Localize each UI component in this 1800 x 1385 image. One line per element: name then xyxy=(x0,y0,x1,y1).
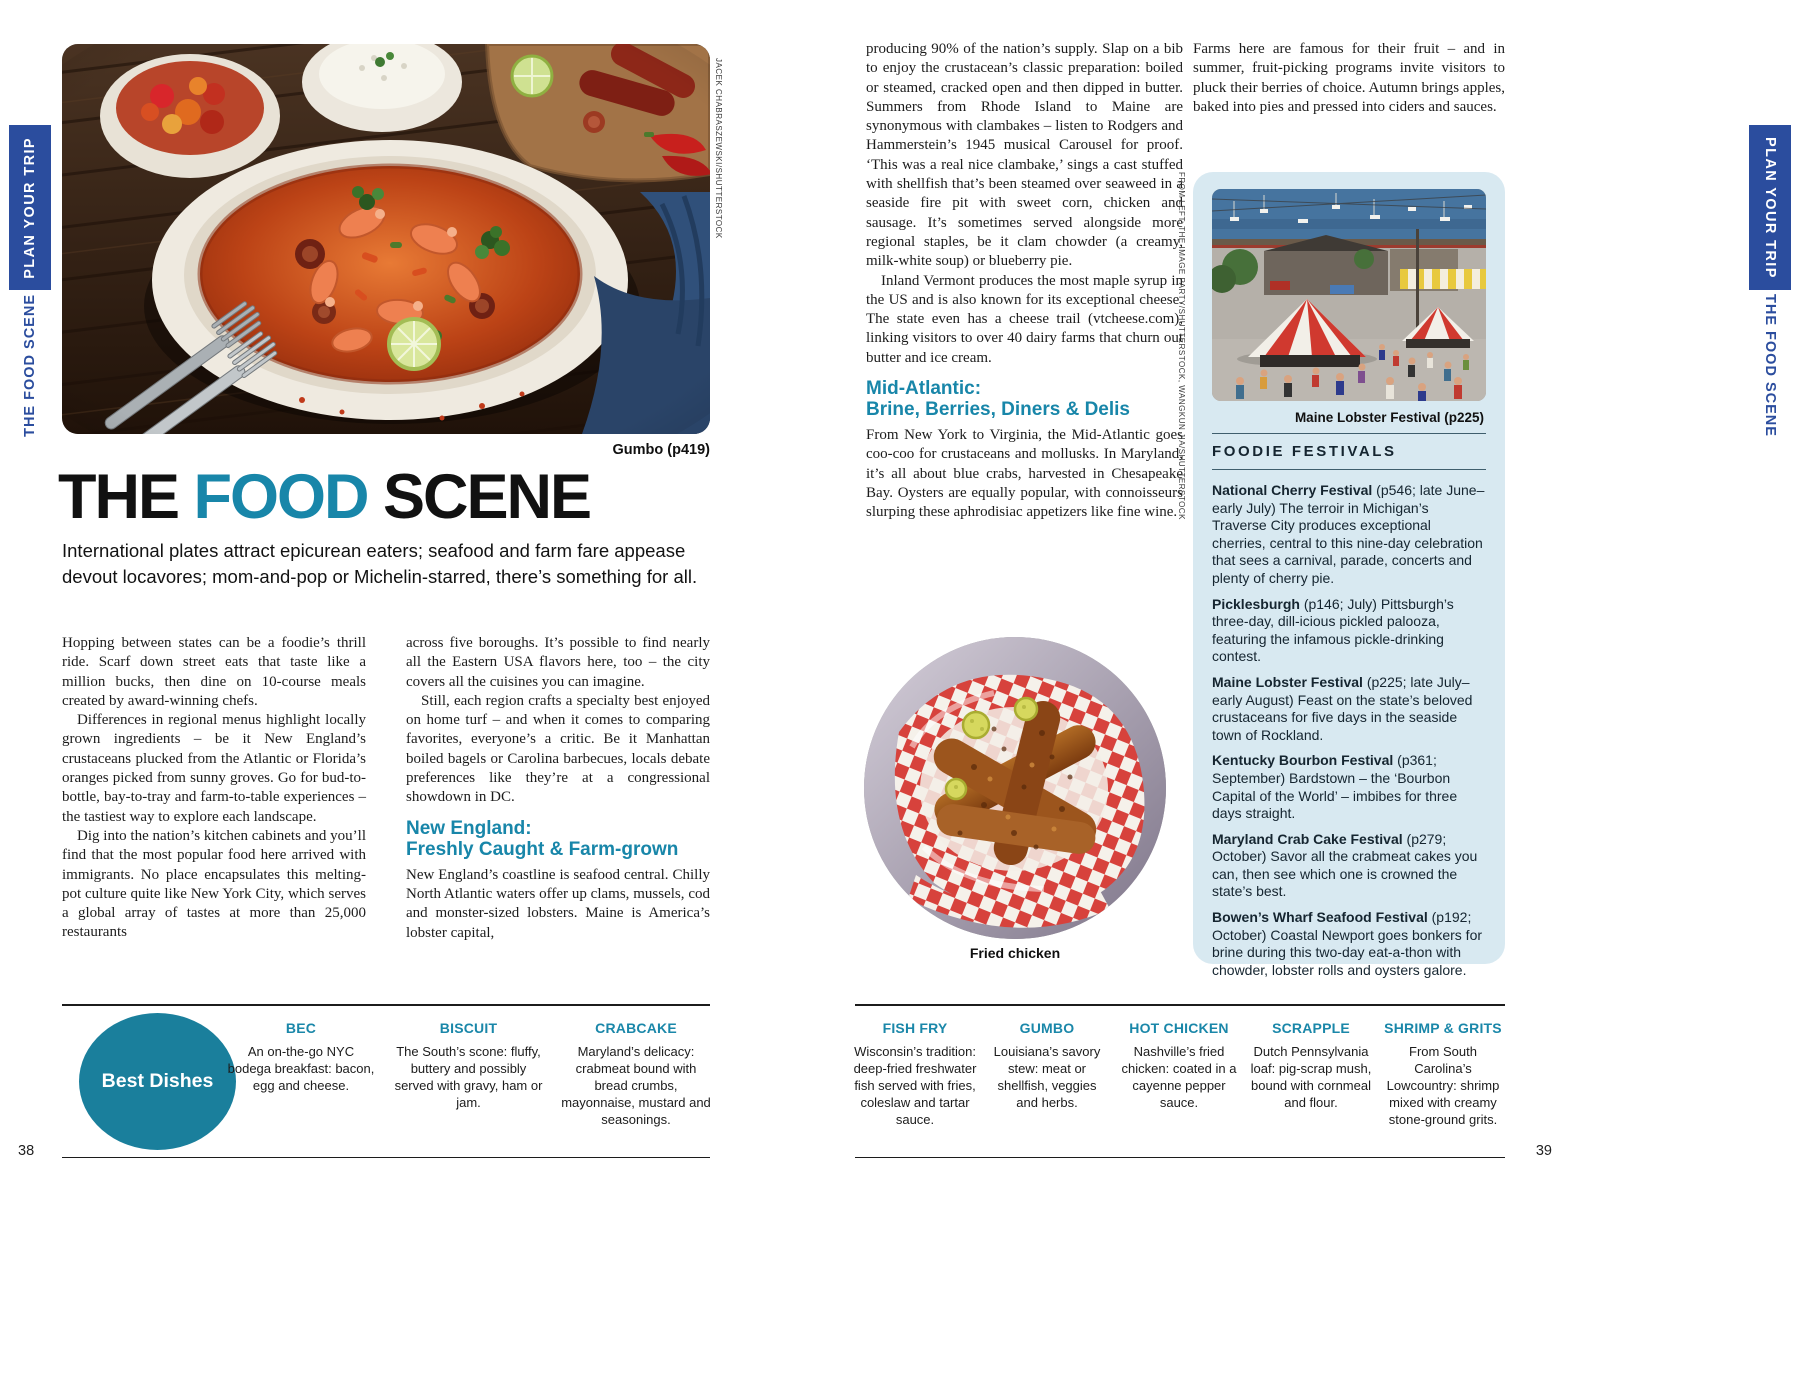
festival-item: Maine Lobster Festival (p225; late July–early August) Feast on the state’s beloved crustaceans for five days in the seaside town of Rockland. xyxy=(1212,673,1473,743)
festival-item: Kentucky Bourbon Festival (p361; September) Bardstown – the ‘Bourbon Capital of the World’ – imbibes for three days straight. xyxy=(1212,752,1458,822)
section-heading-new-england: New England: Freshly Caught & Farm-grown xyxy=(406,817,679,860)
spine-chapter-label: THE FOOD SCENE xyxy=(1762,294,1778,437)
dish-description: Dutch Pennsylvania loaf: pig-scrap mush, bound with cornmeal and flour. xyxy=(1250,1044,1372,1110)
dish-description: Nashville’s fried chicken: coated in a cayenne pepper sauce. xyxy=(1121,1044,1237,1110)
spine-chapter-label: THE FOOD SCENE xyxy=(22,294,38,437)
fried-chicken-photo xyxy=(864,637,1166,939)
dish-item xyxy=(985,1020,1109,1128)
photo-credit-right: FROM LEFT: THE IMAGE PARTY/SHUTTERSTOCK, WANGKUN JIA/SHUTTERSTOCK xyxy=(1177,172,1186,520)
festivals-title: FOODIE FESTIVALS xyxy=(1212,443,1397,460)
dish-description: Wisconsin’s tradition: deep-fried freshwater fish served with fries, coleslaw and tartar sauce. xyxy=(853,1044,977,1127)
gumbo-caption: Gumbo (p419) xyxy=(612,442,710,458)
body-paragraph: across five boroughs. It’s possible to find nearly all the Eastern USA flavors here, too – the city covers all the cuisines you can imagine. xyxy=(406,635,710,690)
lobster-festival-photo xyxy=(1212,189,1486,401)
best-dishes-label: Best Dishes xyxy=(101,1070,214,1092)
dish-description: Louisiana’s savory stew: meat or shellfish, veggies and herbs. xyxy=(993,1044,1101,1110)
best-dishes-right-row xyxy=(853,1020,1505,1128)
spine-chapter-right xyxy=(1749,294,1791,439)
dish-name: HOT CHICKEN xyxy=(1129,1020,1229,1036)
divider xyxy=(62,1004,710,1006)
body-paragraph: producing 90% of the nation’s supply. Slap on a bib to enjoy the crustacean’s classic preparation: boiled or steamed, cracked open and then dipped in butter. Summers from Rhode Island to Maine are synonymous with clambakes – listen to Rodgers and Hammerstein’s 1945 musical Carousel for proof. ‘This was a real nice clambake,’ sings a cast stuffed with shellfish that’s been steamed over seaweed in a seaside fire pit with sweet corn, chicken and sausage. It’s sometimes served alongside more regional staples, be it clam chowder (a creamy, milk-white soup) or blueberry pie. xyxy=(866,41,1183,270)
festival-item: Maryland Crab Cake Festival (p279; October) Savor all the crabmeat cakes you can, then see which one is crowned the state’s best. xyxy=(1212,830,1478,900)
best-dishes-left-row xyxy=(225,1020,712,1128)
body-paragraph: New England’s coastline is seafood central. Chilly North Atlantic waters offer up clams, mussels, cod and monster-sized lobsters. Maine is America’s lobster capital, xyxy=(406,866,710,941)
gumbo-photo xyxy=(62,44,710,434)
divider xyxy=(855,1004,1505,1006)
dish-item xyxy=(560,1020,712,1128)
title-accent-word: FOOD xyxy=(193,462,368,532)
spine-section-label: PLAN YOUR TRIP xyxy=(22,136,38,279)
page-title: THE FOOD SCENE xyxy=(58,462,591,532)
divider xyxy=(62,1157,710,1158)
body-paragraph: Farms here are famous for their fruit – and in summer, fruit-picking programs invite visitors to pluck their berries of choice. Autumn brings apples, baked into pies and pressed into ciders and sauces. xyxy=(1193,41,1505,115)
dish-item xyxy=(1381,1020,1505,1128)
dish-name: SHRIMP & GRITS xyxy=(1384,1020,1502,1036)
dish-name: CRABCAKE xyxy=(595,1020,677,1036)
dish-name: GUMBO xyxy=(1019,1020,1075,1036)
body-paragraph: Differences in regional menus highlight locally grown ingredients – be it New England’s crustaceans plucked from the Atlantic or Florida’s oranges picked from sunny groves. Go for bud-to-bottle, bay-to-tray and farm-to-table experiences – the tastiest way to explore each landscape. xyxy=(62,712,366,825)
lobster-festival-caption: Maine Lobster Festival (p225) xyxy=(1294,410,1484,425)
dish-item xyxy=(1249,1020,1373,1128)
fried-chicken-caption: Fried chicken xyxy=(969,945,1061,961)
festival-name: National Cherry Festival xyxy=(1212,482,1373,498)
festival-name: Bowen’s Wharf Seafood Festival xyxy=(1212,909,1428,926)
festival-item: Bowen’s Wharf Seafood Festival (p192; October) Coastal Newport goes bonkers for brine during this two-day eat-a-thon with chowder, lobster rolls and oysters galore. xyxy=(1212,909,1483,978)
spine-section-tab-left xyxy=(9,125,51,290)
dish-name: FISH FRY xyxy=(882,1020,948,1036)
body-column-2 xyxy=(406,634,710,943)
festival-name: Maine Lobster Festival xyxy=(1212,673,1363,690)
body-column-3 xyxy=(866,40,1183,523)
divider xyxy=(855,1157,1505,1158)
spine-section-label: PLAN YOUR TRIP xyxy=(1762,136,1778,279)
dish-name: SCRAPPLE xyxy=(1272,1020,1350,1036)
divider xyxy=(1212,433,1486,434)
festival-name: Maryland Crab Cake Festival xyxy=(1212,830,1403,847)
dish-item xyxy=(853,1020,977,1128)
festival-name: Picklesburgh xyxy=(1212,595,1300,612)
body-paragraph: Hopping between states can be a foodie’s thrill ride. Scarf down street eats that taste like a million bucks, then dine on 10-course meals created by award-winning chefs. xyxy=(62,635,366,709)
body-paragraph: From New York to Virginia, the Mid-Atlantic goes coo-coo for crustaceans and mollusks. In Maryland, it’s all about blue crabs, harvested in Chesapeake Bay. Oysters are equally popular, with connoisseurs slurping these aphrodisiac appetizers like fine wine. xyxy=(866,427,1183,521)
photo-credit-left: JACEK CHABRASZEWSKI/SHUTTERSTOCK xyxy=(714,58,723,239)
dish-name: BEC xyxy=(285,1020,317,1036)
dish-name: BISCUIT xyxy=(439,1020,498,1036)
section-heading-mid-atlantic: Mid-Atlantic: Brine, Berries, Diners & Delis xyxy=(866,378,1130,421)
dish-description: An on-the-go NYC bodega breakfast: bacon, egg and cheese. xyxy=(227,1044,375,1093)
dish-description: From South Carolina’s Lowcountry: shrimp mixed with creamy stone-ground grits. xyxy=(1386,1044,1500,1127)
page-number-right: 39 xyxy=(1535,1143,1552,1159)
intro-standfirst: International plates attract epicurean eaters; seafood and farm fare appease devout locavores; mom-and-pop or Michelin-starred, there’s something for all. xyxy=(62,540,698,587)
festival-item: National Cherry Festival (p546; late June–early July) The terroir in Michigan’s Traverse City produces exceptional cherries, central to this nine-day celebration that sees a carnival, parade, concerts and plenty of cherry pie. xyxy=(1212,482,1485,586)
spine-section-tab-right xyxy=(1749,125,1791,290)
festival-name: Kentucky Bourbon Festival xyxy=(1212,752,1394,769)
page-number-left: 38 xyxy=(18,1143,35,1159)
body-column-4 xyxy=(1193,40,1505,117)
dish-description: Maryland’s delicacy: crabmeat bound with bread crumbs, mayonnaise, mustard and seasonings. xyxy=(561,1044,711,1127)
dish-description: The South’s scone: fluffy, buttery and possibly served with gravy, ham or jam. xyxy=(394,1044,543,1110)
body-column-1 xyxy=(62,634,366,943)
divider xyxy=(1212,469,1486,470)
festival-item: Picklesburgh (p146; July) Pittsburgh’s three-day, dill-icious pickled palooza, featuring the infamous pickle-drinking contest. xyxy=(1212,595,1454,665)
spine-chapter-left xyxy=(9,294,51,439)
body-paragraph: Inland Vermont produces the most maple syrup in the US and is also known for its exceptional cheese. The state even has a cheese trail (vtcheese.com), linking visitors to over 40 dairy farms that churn out butter and ice cream. xyxy=(866,272,1183,366)
foodie-festivals-panel xyxy=(1193,172,1505,978)
best-dishes-badge xyxy=(79,1013,236,1150)
body-paragraph: Still, each region crafts a specialty best enjoyed on home turf – and when it comes to comparing favorites, everyone’s a critic. Be it Manhattan boiled bagels or Carolina barbecues, locals debate preferences like they’re at a congressional showdown in DC. xyxy=(406,692,710,806)
body-paragraph: Dig into the nation’s kitchen cabinets and you’ll find that the most popular food here arrived with immigrants. No place encapsulates this melting-pot culture quite like New York City, which serves a global array of tastes at more than 25,000 restaurants xyxy=(62,827,366,941)
dish-item xyxy=(225,1020,377,1128)
dish-item xyxy=(393,1020,545,1128)
dish-item xyxy=(1117,1020,1241,1128)
